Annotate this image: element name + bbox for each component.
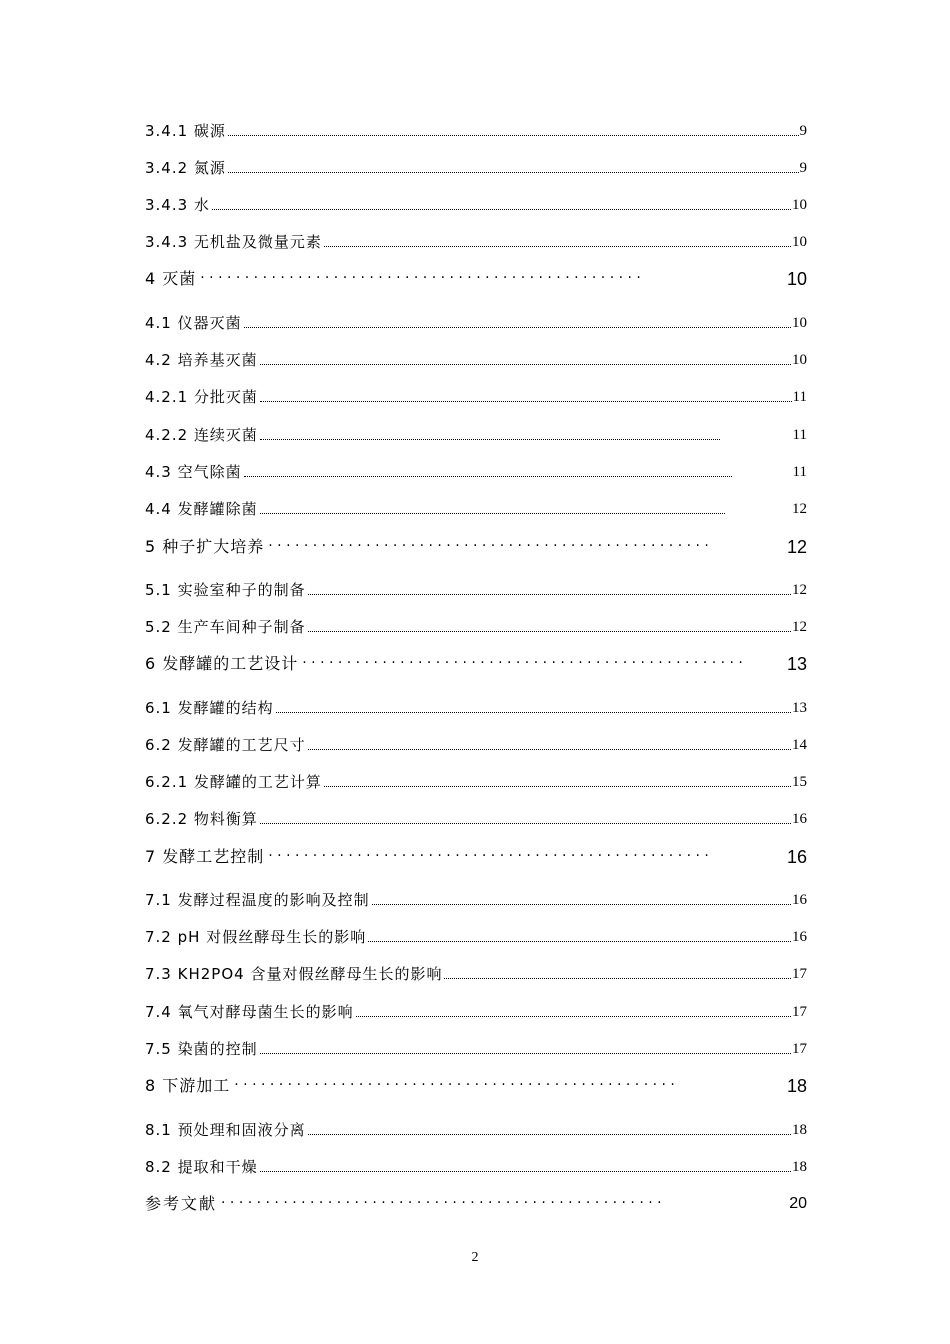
toc-leader [228,171,799,173]
toc-entry-label: 3.4.1 碳源 [145,122,226,140]
toc-leader [276,711,791,713]
toc-entry-label: 4.2.1 分批灭菌 [145,388,258,406]
toc-entry-page: 16 [792,892,807,908]
toc-entry-page: 12 [792,619,807,635]
toc-entry-page: 10 [792,234,807,250]
toc-leader [308,630,791,632]
toc-entry-label: 4.2 培养基灭菌 [145,351,258,369]
toc-entry[interactable] [145,1111,807,1139]
toc-entry[interactable] [145,608,807,636]
toc-entry-page: 11 [792,389,807,405]
toc-entry-label: 4.3 空气除菌 [145,463,242,481]
toc-entry[interactable] [145,571,807,599]
toc-leader [234,1078,781,1092]
toc-leader [260,512,725,514]
toc-entry-label: 8.1 预处理和固液分离 [145,1121,306,1139]
toc-chapter-entry[interactable] [145,260,807,288]
toc-entry-page: 10 [786,269,807,289]
toc-entry[interactable] [145,453,807,481]
toc-entry-label: 3.4.3 无机盐及微量元素 [145,233,322,251]
toc-entry[interactable] [145,112,807,140]
toc-entry-page: 13 [792,700,807,716]
toc-entry-label: 5.2 生产车间种子制备 [145,618,306,636]
toc-entry-page: 13 [786,654,807,674]
toc-entry-page: 16 [786,847,807,867]
toc-entry-label: 4.2.2 连续灭菌 [145,426,258,444]
toc-leader [200,271,781,285]
toc-entry[interactable] [145,490,807,518]
toc-leader [308,593,791,595]
toc-entry-label: 6.2.2 物料衡算 [145,810,258,828]
toc-leader [268,849,781,863]
toc-entry-page: 11 [792,427,807,443]
toc-entry[interactable] [145,881,807,909]
toc-leader [368,940,791,942]
toc-entry-page: 17 [792,1041,807,1057]
toc-entry-page: 16 [792,929,807,945]
toc-leader [221,1196,783,1210]
toc-leader [260,363,791,365]
toc-leader [244,475,732,477]
toc-entry-page: 18 [786,1076,807,1096]
toc-entry[interactable] [145,689,807,717]
toc-entry-label: 5.1 实验室种子的制备 [145,581,306,599]
toc-entry[interactable] [145,186,807,214]
toc-entry[interactable] [145,416,807,444]
toc-entry-label: 7.2 pH 对假丝酵母生长的影响 [145,928,367,946]
toc-entry-label: 3.4.2 氮源 [145,159,226,177]
toc-entry[interactable] [145,800,807,828]
toc-entry-page: 18 [792,1159,807,1175]
toc-leader [228,134,799,136]
toc-leader [212,208,791,210]
toc-entry[interactable] [145,304,807,332]
toc-leader [260,400,792,402]
toc-entry-page: 9 [799,123,807,139]
toc-entry-page: 12 [792,501,807,517]
toc-entry[interactable] [145,955,807,983]
toc-entry-label: 参考文献 [145,1194,218,1213]
toc-entry[interactable] [145,918,807,946]
toc-entry-label: 7.3 KH2PO4 含量对假丝酵母生长的影响 [145,965,443,983]
toc-entry[interactable] [145,378,807,406]
toc-leader [372,903,791,905]
toc-entry-page: 17 [792,966,807,982]
toc-entry[interactable] [145,341,807,369]
toc-entry-label: 4.1 仪器灭菌 [145,314,242,332]
toc-entry[interactable] [145,149,807,177]
toc-entry-label: 6.2 发酵罐的工艺尺寸 [145,736,306,754]
toc-entry-label: 6.2.1 发酵罐的工艺计算 [145,773,322,791]
toc-entry-label: 6.1 发酵罐的结构 [145,699,274,717]
toc-entry-page: 11 [792,464,807,480]
toc-leader [308,748,791,750]
toc-entry-page: 16 [792,811,807,827]
toc-leader [268,539,781,553]
toc-entry-label: 8 下游加工 [145,1076,231,1095]
toc-leader [260,438,720,440]
toc-leader [444,977,791,979]
toc-entry-page: 18 [792,1122,807,1138]
toc-leader [260,1170,791,1172]
toc-entry[interactable] [145,223,807,251]
toc-entry-page: 9 [799,160,807,176]
toc-entry-label: 7 发酵工艺控制 [145,847,265,866]
toc-leader [356,1015,791,1017]
toc-leader [260,1052,791,1054]
toc-references-entry[interactable] [145,1185,807,1213]
toc-leader [302,656,781,670]
toc-entry-label: 6 发酵罐的工艺设计 [145,654,299,673]
toc-leader [244,326,791,328]
toc-entry-label: 4.4 发酵罐除菌 [145,500,258,518]
toc-entry-label: 7.5 染菌的控制 [145,1040,258,1058]
toc-entry-page: 15 [792,774,807,790]
toc-entry-page: 17 [792,1004,807,1020]
toc-leader [324,245,791,247]
toc-entry[interactable] [145,1148,807,1176]
toc-leader [308,1133,791,1135]
toc-entry[interactable] [145,763,807,791]
toc-chapter-entry[interactable] [145,838,807,866]
toc-entry-page: 10 [792,315,807,331]
page-number: 2 [471,1250,479,1265]
toc-entry-page: 12 [792,582,807,598]
toc-entry-label: 7.4 氧气对酵母菌生长的影响 [145,1003,354,1021]
toc-entry-label: 7.1 发酵过程温度的影响及控制 [145,891,370,909]
toc-entry-page: 14 [792,737,807,753]
toc-entry-page: 10 [792,352,807,368]
toc-entry-page: 10 [792,197,807,213]
toc-entry-label: 4 灭菌 [145,269,197,288]
toc-chapter-entry[interactable] [145,1067,807,1095]
toc-leader [324,785,791,787]
toc-leader [260,822,791,824]
toc-entry-page: 12 [786,537,807,557]
toc-entry[interactable] [145,726,807,754]
toc-entry-label: 8.2 提取和干燥 [145,1158,258,1176]
toc-chapter-entry[interactable] [145,645,807,673]
toc-entry-label: 3.4.3 水 [145,196,210,214]
toc-entry-page: 20 [789,1195,807,1212]
toc-entry[interactable] [145,1030,807,1058]
toc-chapter-entry[interactable] [145,528,807,556]
toc-entry-label: 5 种子扩大培养 [145,537,265,556]
toc-entry[interactable] [145,993,807,1021]
